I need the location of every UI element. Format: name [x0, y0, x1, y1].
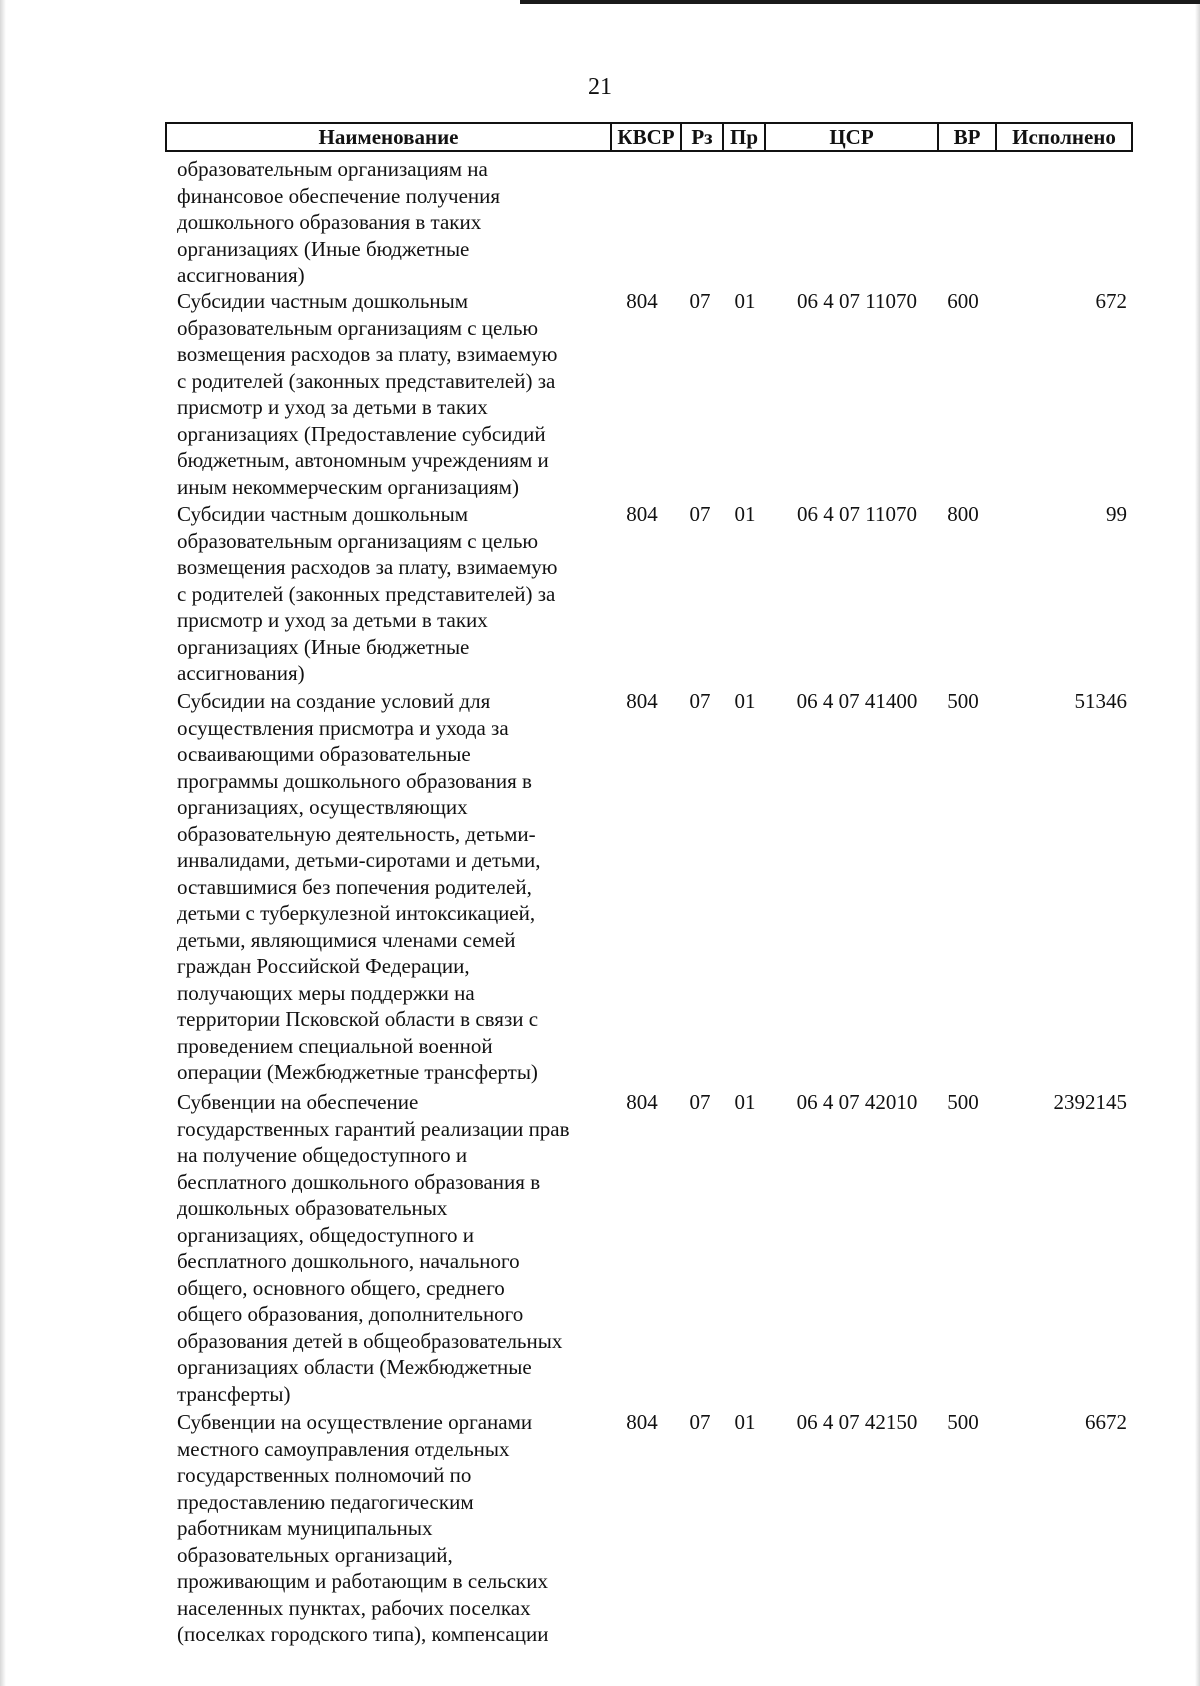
- name-line: организациях, осуществляющих: [177, 795, 468, 819]
- row-pr: 01: [734, 1090, 756, 1114]
- name-line: бесплатного дошкольного образования в: [177, 1169, 541, 1194]
- page-number: 21: [588, 74, 612, 100]
- row-name: [177, 501, 597, 687]
- row-kvsr: 804: [626, 1410, 658, 1434]
- name-line: государственных полномочий по: [177, 1463, 472, 1487]
- row-pr: 01: [734, 689, 756, 713]
- name-line: организациях (Иные бюджетные: [177, 634, 470, 659]
- header-kvsr: КВСР: [612, 124, 682, 150]
- row-done: 2392145: [1053, 1090, 1127, 1114]
- row-name: [177, 688, 597, 1086]
- row-name: [177, 1409, 597, 1648]
- name-line: Субсидии на создание условий для: [177, 689, 491, 713]
- name-line: общего образования, дополнительного: [177, 1302, 524, 1326]
- name-line: Субвенции на осуществление органами: [177, 1410, 533, 1434]
- name-line: Субсидии частным дошкольным: [177, 289, 469, 313]
- name-line: осваивающими образовательные: [177, 742, 471, 766]
- row-vr: 800: [947, 502, 979, 526]
- name-line: образовательным организациям с целью: [177, 528, 539, 553]
- row-done: 672: [1095, 289, 1127, 313]
- scan-edge-left: [0, 0, 6, 1686]
- name-line: общего, основного общего, среднего: [177, 1275, 505, 1300]
- row-rz: 07: [689, 689, 711, 713]
- row-csr: 06 4 07 11070: [797, 502, 917, 526]
- row-vr: 600: [947, 289, 979, 313]
- row-rz: 07: [689, 502, 711, 526]
- name-line: организациях (Предоставление субсидий: [177, 421, 546, 446]
- row-rz: 07: [689, 289, 711, 313]
- name-line: местного самоуправления отдельных: [177, 1436, 510, 1461]
- name-line: получающих меры поддержки на: [177, 980, 475, 1005]
- row-rz: 07: [689, 1090, 711, 1114]
- name-line: оставшимися без попечения родителей,: [177, 874, 532, 899]
- name-line: проведением специальной военной: [177, 1033, 493, 1058]
- name-line: организациях, общедоступного и: [177, 1222, 475, 1247]
- header-csr: ЦСР: [766, 124, 939, 150]
- name-line: граждан Российской Федерации,: [177, 954, 470, 978]
- name-line: образовательных организаций,: [177, 1542, 453, 1567]
- name-line: с родителей (законных представителей) за: [177, 368, 556, 393]
- row-done: 6672: [1085, 1410, 1127, 1434]
- row-vr: 500: [947, 1410, 979, 1434]
- header-rz: Рз: [682, 124, 724, 150]
- row-kvsr: 804: [626, 289, 658, 313]
- row-done: 51346: [1074, 689, 1127, 713]
- name-line: детьми, являющимися членами семей: [177, 927, 516, 952]
- name-line: населенных пунктах, рабочих поселках: [177, 1595, 531, 1620]
- header-vr: ВР: [939, 124, 997, 150]
- name-line: бесплатного дошкольного, начального: [177, 1249, 520, 1273]
- row-csr: 06 4 07 42150: [796, 1410, 918, 1434]
- name-line: с родителей (законных представителей) за: [177, 581, 556, 606]
- name-line: программы дошкольного образования в: [177, 768, 532, 793]
- scan-edge-right: [1195, 0, 1200, 1686]
- name-line: предоставлению педагогическим: [177, 1489, 474, 1514]
- row-name: [177, 156, 597, 289]
- name-line: ассигнования): [177, 661, 305, 685]
- name-line: трансферты): [177, 1381, 291, 1406]
- row-csr: 06 4 07 11070: [797, 289, 917, 313]
- name-line: территории Псковской области в связи с: [177, 1007, 539, 1031]
- name-line: финансовое обеспечение получения: [177, 183, 501, 208]
- name-line: образования детей в общеобразовательных: [177, 1328, 563, 1353]
- name-line: дошкольных образовательных: [177, 1196, 448, 1220]
- name-line: образовательную деятельность, детьми-: [177, 821, 536, 846]
- name-line: ассигнования): [177, 263, 305, 287]
- name-line: детьми с туберкулезной интоксикацией,: [177, 901, 536, 925]
- header-done: Исполнено: [1012, 125, 1116, 149]
- name-line: Субсидии частным дошкольным: [177, 502, 469, 526]
- name-line: присмотр и уход за детьми в таких: [177, 608, 488, 632]
- name-line: (поселках городского типа), компенсации: [177, 1622, 549, 1646]
- name-line: возмещения расходов за плату, взимаемую: [177, 555, 558, 579]
- row-done: 99: [1106, 502, 1127, 526]
- name-line: на получение общедоступного и: [177, 1143, 468, 1167]
- name-line: государственных гарантий реализации прав: [177, 1116, 570, 1141]
- row-kvsr: 804: [626, 689, 658, 713]
- name-line: организациях (Иные бюджетные: [177, 236, 470, 261]
- row-csr: 06 4 07 42010: [796, 1090, 918, 1114]
- name-line: образовательным организациям на: [177, 157, 488, 181]
- name-line: присмотр и уход за детьми в таких: [177, 395, 488, 419]
- row-csr: 06 4 07 41400: [796, 689, 918, 713]
- name-line: образовательным организациям с целью: [177, 315, 539, 340]
- row-vr: 500: [947, 1090, 979, 1114]
- row-pr: 01: [734, 1410, 756, 1434]
- header-name: Наименование: [167, 124, 612, 150]
- scan-top-line: [520, 0, 1200, 4]
- name-line: проживающим и работающим в сельских: [177, 1569, 549, 1593]
- row-pr: 01: [734, 289, 756, 313]
- name-line: Субвенции на обеспечение: [177, 1090, 419, 1114]
- name-line: дошкольного образования в таких: [177, 210, 482, 234]
- name-line: операции (Межбюджетные трансферты): [177, 1060, 538, 1084]
- row-kvsr: 804: [626, 502, 658, 526]
- name-line: возмещения расходов за плату, взимаемую: [177, 342, 558, 366]
- row-name: [177, 1089, 597, 1407]
- row-name: [177, 288, 597, 500]
- name-line: бюджетным, автономным учреждениям и: [177, 448, 549, 472]
- name-line: работникам муниципальных: [177, 1516, 433, 1540]
- row-vr: 500: [947, 689, 979, 713]
- header-pr: Пр: [724, 124, 766, 150]
- table-header: [165, 122, 1133, 152]
- name-line: инвалидами, детьми-сиротами и детьми,: [177, 848, 541, 872]
- row-kvsr: 804: [626, 1090, 658, 1114]
- row-rz: 07: [689, 1410, 711, 1434]
- row-pr: 01: [734, 502, 756, 526]
- name-line: иным некоммерческим организациям): [177, 474, 519, 499]
- name-line: осуществления присмотра и ухода за: [177, 715, 509, 740]
- name-line: организациях области (Межбюджетные: [177, 1355, 532, 1379]
